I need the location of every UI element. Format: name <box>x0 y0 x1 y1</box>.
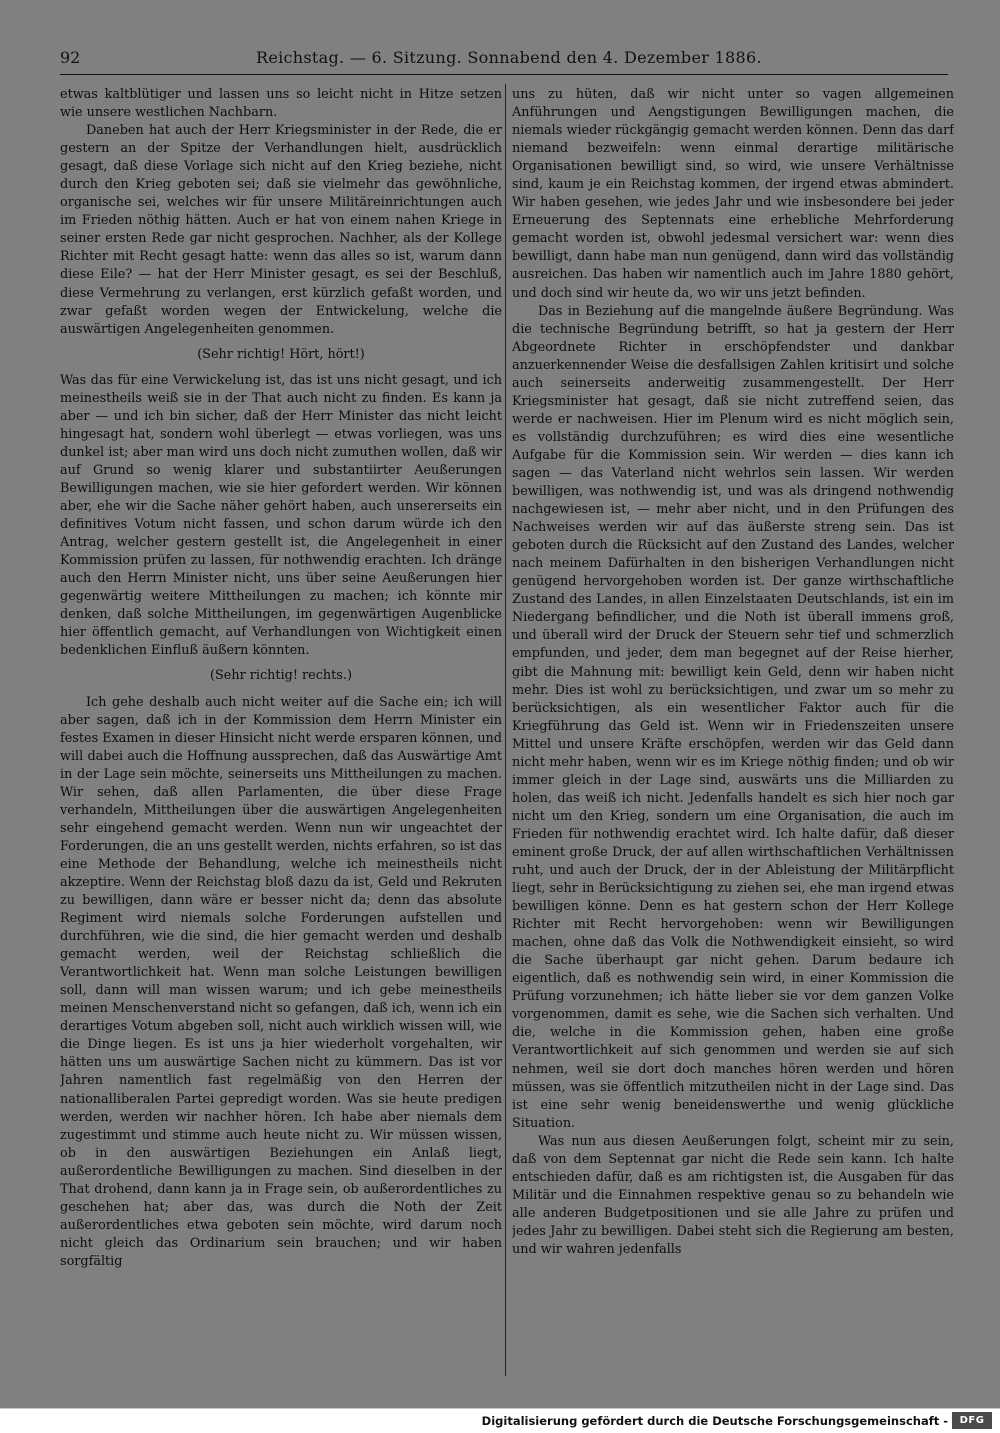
paragraph: uns zu hüten, daß wir nicht unter so vagen allgemeinen Anführungen und Aengstigungen Bewilligungen machen, die niemals wieder rückgängig gemacht werden können. Denn das darf niemand bezweifeln: wenn einmal derartige militärische Organisationen bewilligt sind, so wird, wie unsere Verhältnisse sind, kaum je ein Reichstag kommen, der irgend etwas abmindert. Wir haben gesehen, wie jedes Jahr und wie insbesondere bei jeder Erneuerung des Septennats eine erhebliche Mehrforderung gemacht worden ist, obwohl jedesmal versichert war: wenn dies bewilligt, dann habe man nun genügend, dann wird das vollständig ausreichen. Das haben wir namentlich auch im Jahre 1880 gehört, und doch sind wir heute da, wo wir uns jetzt befinden. <box>512 87 954 301</box>
right-text-column <box>512 86 954 1376</box>
left-text-column <box>60 86 502 1376</box>
digitization-footer <box>0 1408 1000 1433</box>
paragraph: Ich gehe deshalb auch nicht weiter auf die Sache ein; ich will aber sagen, daß ich in der Kommission dem Herrn Minister ein festes Examen in dieser Hinsicht nicht werde ersparen können, und will dabei auch die Hoffnung aussprechen, daß das Auswärtige Amt in der Lage sein möchte, seinerseits uns Mittheilungen zu machen. Wir sehen, daß allen Parlamenten, die über diese Frage verhandeln, Mittheilungen über die auswärtigen Angelegenheiten sehr eingehend gemacht werden. Wenn nun wir ungeachtet der Forderungen, die an uns gestellt werden, nichts erfahren, so ist das eine Methode der Behandlung, welche ich meinestheils nicht akzeptire. Wenn der Reichstag bloß dazu da ist, Geld und Rekruten zu bewilligen, dann wäre er besser nicht da; denn das absolute Regiment wird niemals solche Forderungen aufstellen und durchführen, wie die sind, die hier gemacht werden und deshalb gemacht werden, weil der Reichstag schließlich die Verantwortlichkeit hat. Wenn man solche Leistungen bewilligen soll, dann will man wissen warum; und ich gebe meinestheils meinen Menschenverstand nicht so gefangen, daß ich, wenn ich ein derartiges Votum abgeben soll, nicht auch wirklich wissen will, wie die Dinge liegen. Es ist uns ja hier wiederholt vorgehalten, wir hätten uns um auswärtige Sachen nicht zu kümmern. Das ist vor Jahren namentlich fast regelmäßig von den Herren der nationalliberalen Partei gepredigt worden. Was sie heute predigen werden, werden wir nachher hören. Ich habe aber niemals dem zugestimmt und stimme auch heute nicht zu. Wir müssen wissen, ob in den auswärtigen Beziehungen ein Anlaß liegt, außerordentliche Bewilligungen zu machen. Sind dieselben in der That drohend, dann kann ja in Frage sein, ob außerordentliches zu geschehen hat; aber das, was durch die Noth der Zeit außerordentliches etwa geboten sein möchte, wird darum noch nicht gleich das Ordinarium sein brauchen; und wir haben sorgfältig <box>60 694 502 1269</box>
paragraph: Was nun aus diesen Aeußerungen folgt, scheint mir zu sein, daß von dem Septennat gar nicht die Rede sein kann. Ich halte entschieden dafür, daß es am richtigsten ist, die Ausgaben für das Militär und die Einnahmen respektive genau so zu behandeln wie alle anderen Budgetpositionen und sie alle Jahre zu prüfen und jedes Jahr zu bewilligen. Dabei steht sich die Regierung am besten, und wir wahren jedenfalls <box>512 1133 954 1257</box>
interjection: (Sehr richtig! rechts.) <box>210 668 352 684</box>
column-divider <box>505 84 506 1376</box>
paragraph: Was das für eine Verwickelung ist, das ist uns nicht gesagt, und ich meinestheils weiß sie in der That auch nicht zu finden. Es kann ja aber — und ich bin sicher, daß der Herr Minister das nicht leicht hingesagt hat, sondern wohl überlegt — etwas vorliegen, was uns dunkel ist; aber man wird uns doch nicht zumuthen wollen, daß wir auf Grund so wenig klarer und substantiirter Aeußerungen Bewilligungen machen, wie sie hier gefordert werden. Wir können aber, ehe wir die Sache näher gehört haben, auch unsererseits ein definitives Votum nicht fassen, und schon darum würde ich den Antrag, welcher gestern gestellt ist, die Angelegenheit in einer Kommission prüfen zu lassen, für nothwendig erachten. Ich dränge auch den Herrn Minister nicht, uns über seine Aeußerungen hier gegenwärtig weitere Mittheilungen zu machen; ich könnte mir denken, daß solche Mittheilungen, im gegenwärtigen Augenblicke hier öffentlich gemacht, auf Verhandlungen von Wichtigkeit einen bedenklichen Einfluß äußern könnten. <box>60 372 502 659</box>
interjection: (Sehr richtig! Hört, hört!) <box>197 346 365 362</box>
dfg-logo: DFG <box>952 1412 992 1429</box>
paragraph: Daneben hat auch der Herr Kriegsminister in der Rede, die er gestern an der Spitze der Verhandlungen hielt, ausdrücklich gesagt, daß diese Vorlage sich nicht auf den Krieg beziehe, nicht durch den Krieg geboten sei; daß sie vielmehr das gewöhnliche, organische sei, welches wir für unsere Militäreinrichtungen auch im Frieden nöthig hätten. Auch er hat von einem nahen Kriege in seiner ersten Rede gar nicht gesprochen. Nachher, als der Kollege Richter mit Recht gesagt hatte: wenn das alles so ist, warum dann diese Eile? — hat der Herr Minister gesagt, es sei der Beschluß, diese Vermehrung zu verlangen, erst kürzlich gefaßt worden, und zwar gefaßt worden wegen der Entwickelung, welche die auswärtigen Angelegenheiten genommen. <box>60 123 502 337</box>
paragraph: Das in Beziehung auf die mangelnde äußere Begründung. Was die technische Begründung betrifft, so hat ja gestern der Herr Abgeordnete Richter in erschöpfendster und dankbar anzuerkennender Weise die desfallsigen Zahlen kritisirt und solche auch seinerseits anderweitig zusammengestellt. Der Herr Kriegsminister hat gesagt, daß sie nicht zutreffend seien, das werde er nachweisen. Hier im Plenum wird es nicht möglich sein, es vollständig durchzuführen; es wird dies eine wesentliche Aufgabe für die Kommission sein. Wir werden — dies kann ich sagen — das Vaterland nicht wehrlos sein lassen. Wir werden bewilligen, was nothwendig ist, und was als dringend nothwendig nachgewiesen ist, — mehr aber nicht, und in den Prüfungen des Nachweises werden wir auf das äußerste streng sein. Das ist geboten durch die Rücksicht auf den Zustand des Landes, welcher nach meinem Dafürhalten in den bisherigen Verhandlungen nicht genügend hervorgehoben worden ist. Der ganze wirthschaftliche Zustand des Landes, in allen Einzelstaaten Deutschlands, ist ein im Niedergang befindlicher, und die Noth ist überall immens groß, und überall wird der Druck der Steuern sehr tief und schmerzlich empfunden, und jeder, dem man begegnet auf der Reise hierher, gibt die Mahnung mit: bewilligt kein Geld, denn wir haben nicht mehr. Dies ist wohl zu berücksichtigen, und zwar um so mehr zu berücksichtigen, als ein wesentlicher Faktor auch für die Kriegführung das Geld ist. Wenn wir in Friedenszeiten unsere Mittel und unsere Kräfte erschöpfen, werden wir das Geld dann nicht mehr haben, wenn wir es im Kriege nöthig finden; und ob wir immer gleich in der Lage sind, auswärts uns die Milliarden zu holen, das weiß ich nicht. Jedenfalls handelt es sich hier noch gar nicht um den Krieg, sondern um eine Organisation, die auch im Frieden für nothwendig erachtet wird. Ich halte dafür, daß dieser eminent große Druck, der auf allen wirthschaftlichen Verhältnissen ruht, und auch der Druck, der in der Ableistung der Militärpflicht liegt, sehr in Berücksichtigung zu ziehen sei, ehe man irgend etwas bewilligen könne. Denn es hat gestern schon der Herr Kollege Richter mit Recht hervorgehoben: wenn wir Bewilligungen machen, ohne daß das Volk die Nothwendigkeit einsieht, so wird die Sache überhaupt gar nicht gehen. Darum bedaure ich eigentlich, daß es nothwendig sein wird, in einer Kommission die Prüfung vorzunehmen; ich hätte lieber sie vor dem ganzen Volke vorgenommen, damit es sehe, wie die Sachen sich verhalten. Und die, welche in die Kommission gehen, haben eine große Verantwortlichkeit auf sich genommen und werden sie auf sich nehmen, weil sie dort doch manches hören werden und hören müssen, was sie öffentlich mitzutheilen nicht in der Lage sind. Das ist eine sehr wenig beneidenswerthe und wenig glückliche Situation. <box>512 303 954 1131</box>
running-head: Reichstag. — 6. Sitzung. Sonnabend den 4. Dezember 1886. <box>256 48 762 67</box>
page-number: 92 <box>60 48 81 67</box>
paragraph: etwas kaltblütiger und lassen uns so leicht nicht in Hitze setzen wie unsere westlichen Nachbarn. <box>60 87 502 121</box>
page-header <box>60 44 948 75</box>
footer-credit: Digitalisierung gefördert durch die Deutsche Forschungsgemeinschaft - <box>481 1414 948 1428</box>
